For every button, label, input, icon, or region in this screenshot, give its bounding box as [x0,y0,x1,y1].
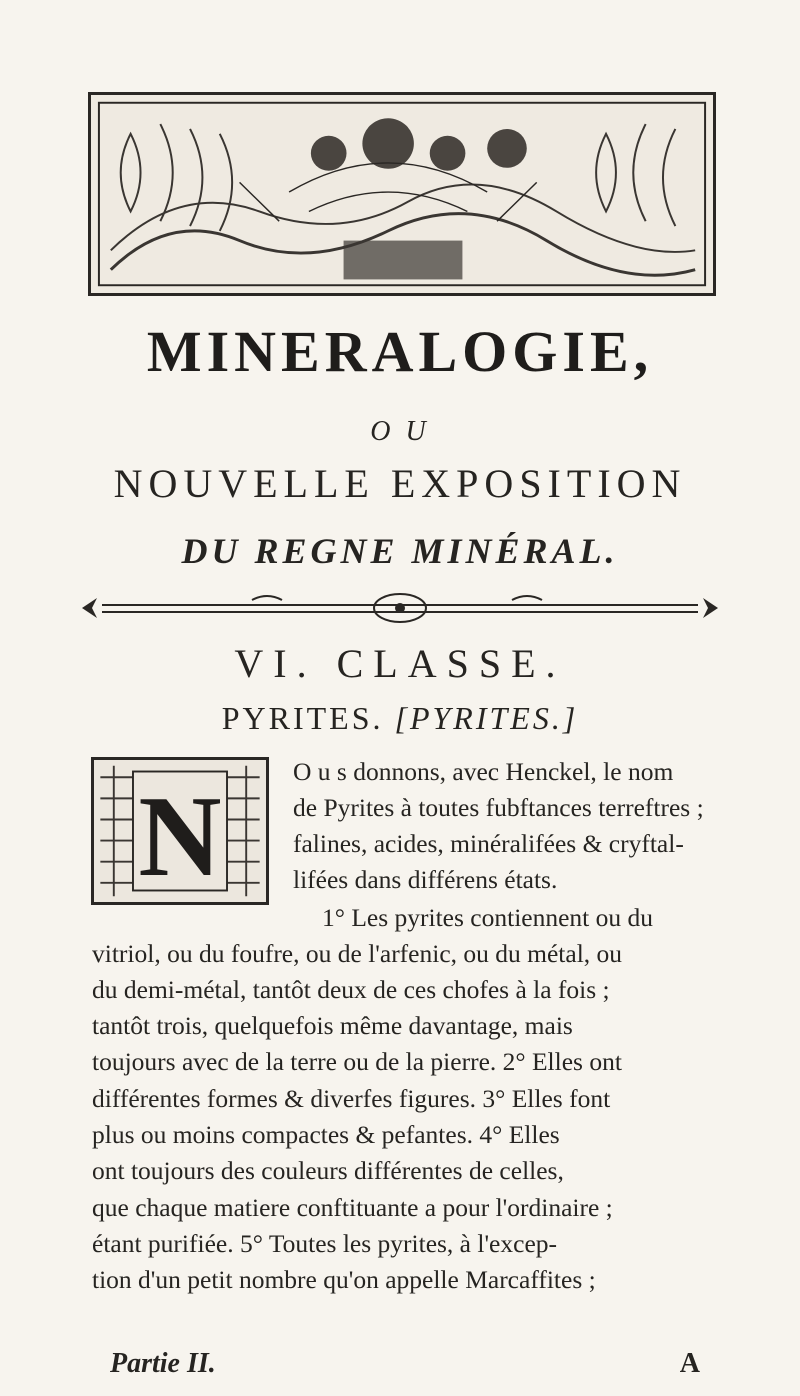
body-line: tantôt trois, quelquefois même davantage, mais [92,1011,573,1040]
drop-cap-letter: N [138,772,222,901]
body-line: étant purifiée. 5° Toutes les pyrites, à l'excep- [92,1229,558,1258]
body-line: O u s donnons, avec Henckel, le nom [293,757,674,786]
body-line: de Pyrites à toutes fubftances terreftres ; [293,793,704,822]
part-label: Partie II. [110,1348,216,1379]
subtitle: NOUVELLE EXPOSITION [113,461,687,506]
drop-cap [91,757,269,905]
body-line: plus ou moins compactes & pefantes. 4° Elles [92,1120,560,1149]
headpiece-ornament [88,92,716,296]
body-line: vitriol, ou du foufre, ou de l'arfenic, ou du métal, ou [92,939,623,968]
body-line: ont toujours des couleurs différentes de celles, [92,1156,564,1185]
body-line: différentes formes & diverfes figures. 3° Elles font [92,1084,611,1113]
page-footer [110,1348,700,1388]
section-label: PYRITES. [221,700,384,736]
body-line: 1° Les pyrites contiennent ou du [322,903,654,932]
body-line: tion d'un petit nombre qu'on appelle Marcaffites ; [92,1265,596,1294]
body-line: toujours avec de la terre ou de la pierre. 2° Elles ont [92,1047,622,1076]
body-line: lifées dans différens états. [293,865,558,894]
ornament-illustration [91,95,713,293]
signature-mark: A [679,1348,700,1379]
ornamental-rule [72,586,728,632]
class-heading: VI. CLASSE. [234,641,566,686]
body-line: falines, acides, minéralifées & cryftal- [293,829,684,858]
body-line: que chaque matiere conftituante a pour l'ordinaire ; [92,1193,613,1222]
book-title: MINERALOGIE, [146,319,654,384]
section-heading [0,700,800,737]
drop-cap-illustration [94,760,266,902]
rule-illustration [72,586,728,632]
subtitle-second-line: DU REGNE MINÉRAL. [181,531,619,571]
body-line: du demi-métal, tantôt deux de ces chofes à la fois ; [92,975,610,1004]
title-conjunction: O U [370,416,430,447]
section-latin: [PYRITES.] [394,700,579,736]
